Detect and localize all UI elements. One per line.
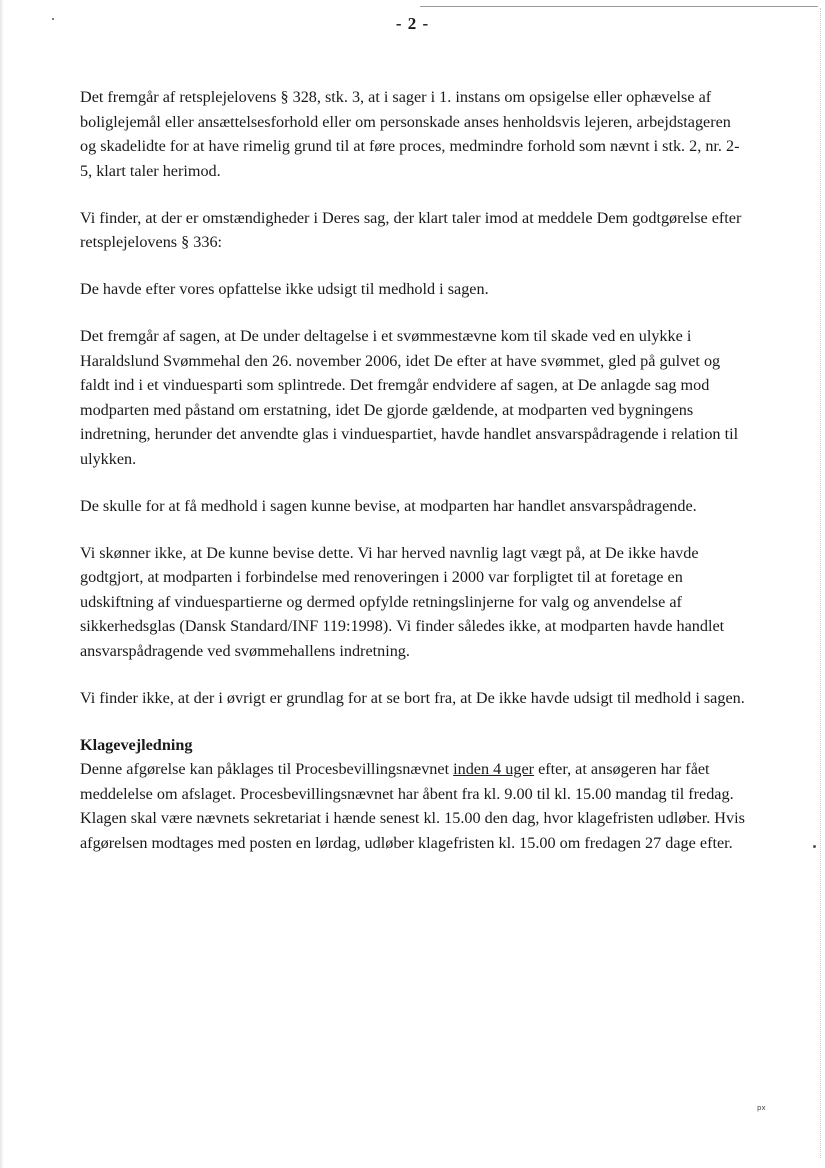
page-number: - 2 - xyxy=(395,14,430,33)
appeal-heading: Klagevejledning xyxy=(80,735,193,754)
appeal-deadline-underlined: inden 4 uger xyxy=(453,760,535,778)
paragraph-5: De skulle for at få medhold i sagen kunne bevise, at modparten har handlet ansvarspådragende. xyxy=(80,496,697,515)
letter-body xyxy=(80,85,746,878)
scan-left-edge xyxy=(0,0,4,1168)
scan-right-edge xyxy=(820,8,821,1158)
paragraph-2: Vi finder, at der er omstændigheder i Deres sag, der klart taler imod at meddele Dem godtgørelse efter retsplejelovens § 336: xyxy=(80,208,742,251)
scan-footer-mark: px xyxy=(757,1104,766,1112)
paragraph-1: Det fremgår af retsplejelovens § 328, stk. 3, at i sager i 1. instans om opsigelse eller ophævelse af boliglejemål eller ansættelsesforhold eller om personskade anses henholdsvis lejeren, arbejdstageren og skadelidte for at have rimelig grund til at føre proces, medmindre forhold som nævnt i stk. 2, nr. 2-5, klart taler herimod. xyxy=(80,88,740,180)
appeal-paragraph xyxy=(80,757,746,855)
paragraph-7: Vi finder ikke, at der i øvrigt er grundlag for at se bort fra, at De ikke havde udsigt til medhold i sagen. xyxy=(80,688,745,707)
appeal-text-after: efter, at ansøgeren har fået meddelelse om afslaget. Procesbevillingsnævnet har åbent fra kl. 9.00 til kl. 15.00 mandag til fredag. Klagen skal være nævnets sekretariat i hænde senest kl. 15.00 den dag, hvor klagefristen udløber. Hvis afgørelsen modtages med posten en lørdag, udløber klagefristen kl. 15.00 om fredagen 27 dage efter. xyxy=(80,760,745,852)
paragraph-4: Det fremgår af sagen, at De under deltagelse i et svømmestævne kom til skade ved en ulykke i Haraldslund Svømmehal den 26. november 2006, idet De efter at have svømmet, gled på gulvet og faldt ind i et vinduesparti som splintrede. Det fremgår endvidere af sagen, at De anlagde sag mod modparten med påstand om erstatning, idet De gjorde gældende, at modparten ved bygningens indretning, herunder det anvendte glas i vinduespartiet, havde handlet ansvarspådragende i relation til ulykken. xyxy=(80,327,739,468)
paragraph-6: Vi skønner ikke, at De kunne bevise dette. Vi har herved navnlig lagt vægt på, at De ikke havde godtgjort, at modparten i forbindelse med renoveringen i 2000 var forpligtet til at foretage en udskiftning af vinduespartierne og dermed opfylde retningslinjerne for valg og anvendelse af sikkerhedsglas (Dansk Standard/INF 119:1998). Vi finder således ikke, at modparten havde handlet ansvarspådragende ved svømmehallens indretning. xyxy=(80,543,725,660)
appeal-text-before: Denne afgørelse kan påklages til Procesbevillingsnævnet xyxy=(80,760,454,778)
paragraph-3: De havde efter vores opfattelse ikke udsigt til medhold i sagen. xyxy=(80,280,489,298)
scan-top-line xyxy=(420,6,818,7)
scan-speck xyxy=(813,845,816,848)
